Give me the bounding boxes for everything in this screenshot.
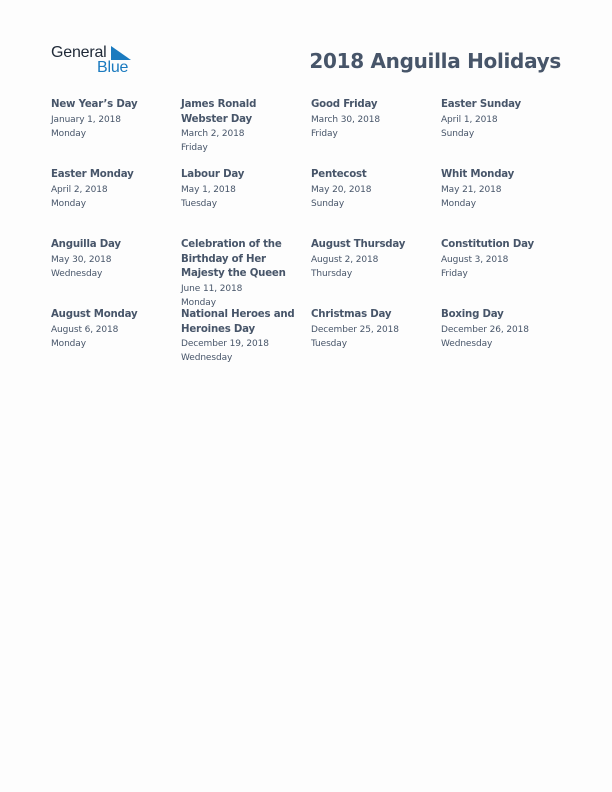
- holiday-entry: [51, 308, 173, 351]
- holiday-entry: [311, 168, 433, 211]
- holiday-name: Easter Sunday: [441, 99, 521, 110]
- holiday-date: August 3, 2018: [441, 254, 509, 265]
- holiday-date: May 1, 2018: [181, 184, 236, 195]
- holiday-date: March 30, 2018: [311, 114, 380, 125]
- holiday-entry: [51, 238, 173, 281]
- holiday-date: August 6, 2018: [51, 324, 119, 335]
- holiday-date: January 1, 2018: [51, 114, 121, 125]
- holiday-name: New Year’s Day: [51, 99, 138, 110]
- holiday-name: Pentecost: [311, 169, 367, 180]
- holiday-entry: [181, 308, 303, 365]
- holiday-weekday: Monday: [51, 338, 86, 349]
- holiday-name: Christmas Day: [311, 309, 392, 320]
- holiday-name: Boxing Day: [441, 309, 504, 320]
- holiday-name: Celebration of the Birthday of Her Majesty the Queen: [181, 239, 286, 279]
- holiday-name: James Ronald Webster Day: [181, 99, 257, 125]
- holiday-name: Easter Monday: [51, 169, 134, 180]
- holiday-name: Constitution Day: [441, 239, 534, 250]
- holiday-weekday: Sunday: [441, 128, 475, 139]
- holiday-date: December 25, 2018: [311, 324, 399, 335]
- holiday-name: National Heroes and Heroines Day: [181, 309, 295, 335]
- holiday-weekday: Friday: [441, 268, 468, 279]
- holiday-date: May 20, 2018: [311, 184, 372, 195]
- holiday-entry: [181, 168, 303, 211]
- holiday-weekday: Tuesday: [181, 198, 217, 209]
- holiday-name: Anguilla Day: [51, 239, 121, 250]
- holiday-weekday: Wednesday: [181, 353, 233, 363]
- holiday-entry: [51, 168, 173, 211]
- holiday-name: August Thursday: [311, 239, 406, 250]
- holiday-date: April 1, 2018: [441, 114, 498, 125]
- holiday-name: August Monday: [51, 309, 138, 320]
- holiday-date: December 26, 2018: [441, 324, 529, 335]
- logo-word-blue: Blue: [97, 59, 129, 76]
- holiday-weekday: Friday: [181, 143, 208, 153]
- holiday-entry: [311, 98, 433, 141]
- holiday-date: May 21, 2018: [441, 184, 502, 195]
- holiday-entry: [441, 98, 563, 141]
- holiday-date: May 30, 2018: [51, 254, 112, 265]
- holiday-entry: [311, 238, 433, 281]
- holiday-date: December 19, 2018: [181, 339, 269, 349]
- holiday-date: August 2, 2018: [311, 254, 379, 265]
- holiday-name: Good Friday: [311, 99, 378, 110]
- generalblue-logo: [51, 44, 141, 78]
- holiday-entry: [311, 308, 433, 351]
- holiday-entry: [51, 98, 173, 141]
- holiday-weekday: Sunday: [311, 198, 345, 209]
- holiday-weekday: Monday: [51, 128, 86, 139]
- holiday-weekday: Friday: [311, 128, 338, 139]
- holiday-date: June 11, 2018: [181, 283, 243, 294]
- holiday-entry: [441, 308, 563, 351]
- holiday-entry: [441, 168, 563, 211]
- holiday-weekday: Wednesday: [51, 268, 103, 279]
- holiday-weekday: Thursday: [311, 268, 353, 279]
- holiday-entry: [181, 98, 303, 155]
- page-title: 2018 Anguilla Holidays: [309, 49, 561, 73]
- holiday-entry: [441, 238, 563, 281]
- logo-word-general: General: [51, 44, 107, 61]
- holiday-weekday: Monday: [51, 198, 86, 209]
- holiday-name: Whit Monday: [441, 169, 515, 180]
- holiday-date: March 2, 2018: [181, 129, 245, 139]
- holiday-weekday: Tuesday: [311, 338, 347, 349]
- holiday-date: April 2, 2018: [51, 184, 108, 195]
- holiday-weekday: Monday: [181, 297, 216, 308]
- holiday-weekday: Wednesday: [441, 338, 493, 349]
- holiday-name: Labour Day: [181, 169, 245, 180]
- holiday-weekday: Monday: [441, 198, 476, 209]
- holiday-entry: [181, 238, 303, 310]
